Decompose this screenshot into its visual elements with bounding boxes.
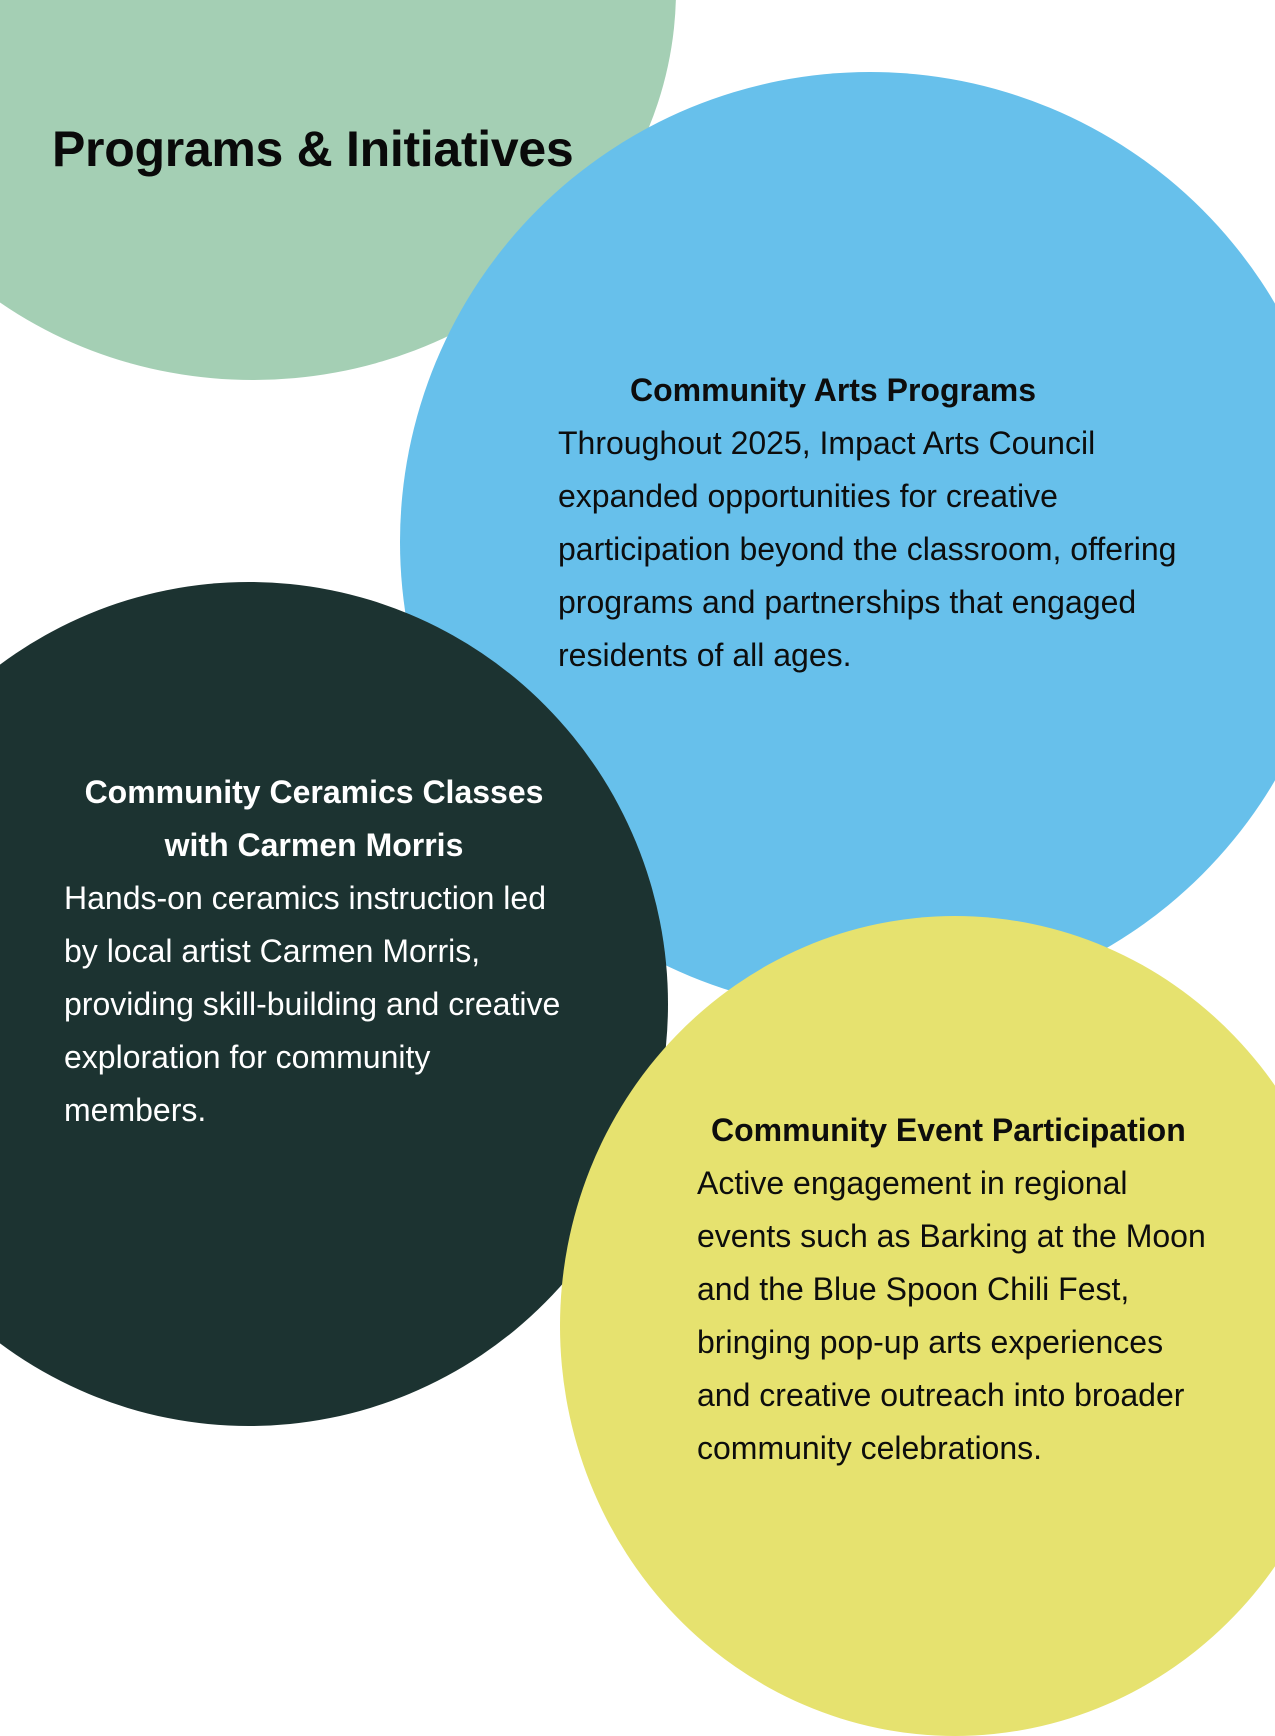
section-body: Active engagement in regional events such as Barking at the Moon and the Blue Spoon Chili Fest, bringing pop-up arts experiences and creative outreach into broader community celebrations. (697, 1165, 1206, 1466)
section-community-event-participation (697, 1104, 1217, 1475)
section-heading: Community Event Participation (711, 1112, 1186, 1148)
section-heading: Community Ceramics Classes with Carmen Morris (84, 774, 544, 863)
section-body: Hands-on ceramics instruction led by local artist Carmen Morris, providing skill-building and creative exploration for community members. (64, 880, 561, 1128)
page-title: Programs & Initiatives (52, 121, 574, 177)
section-community-ceramics (64, 766, 564, 1137)
section-heading: Community Arts Programs (630, 372, 1036, 408)
section-body: Throughout 2025, Impact Arts Council expanded opportunities for creative participation beyond the classroom, offering programs and partnerships that engaged residents of all ages. (558, 425, 1177, 673)
section-community-arts-programs (558, 364, 1208, 682)
